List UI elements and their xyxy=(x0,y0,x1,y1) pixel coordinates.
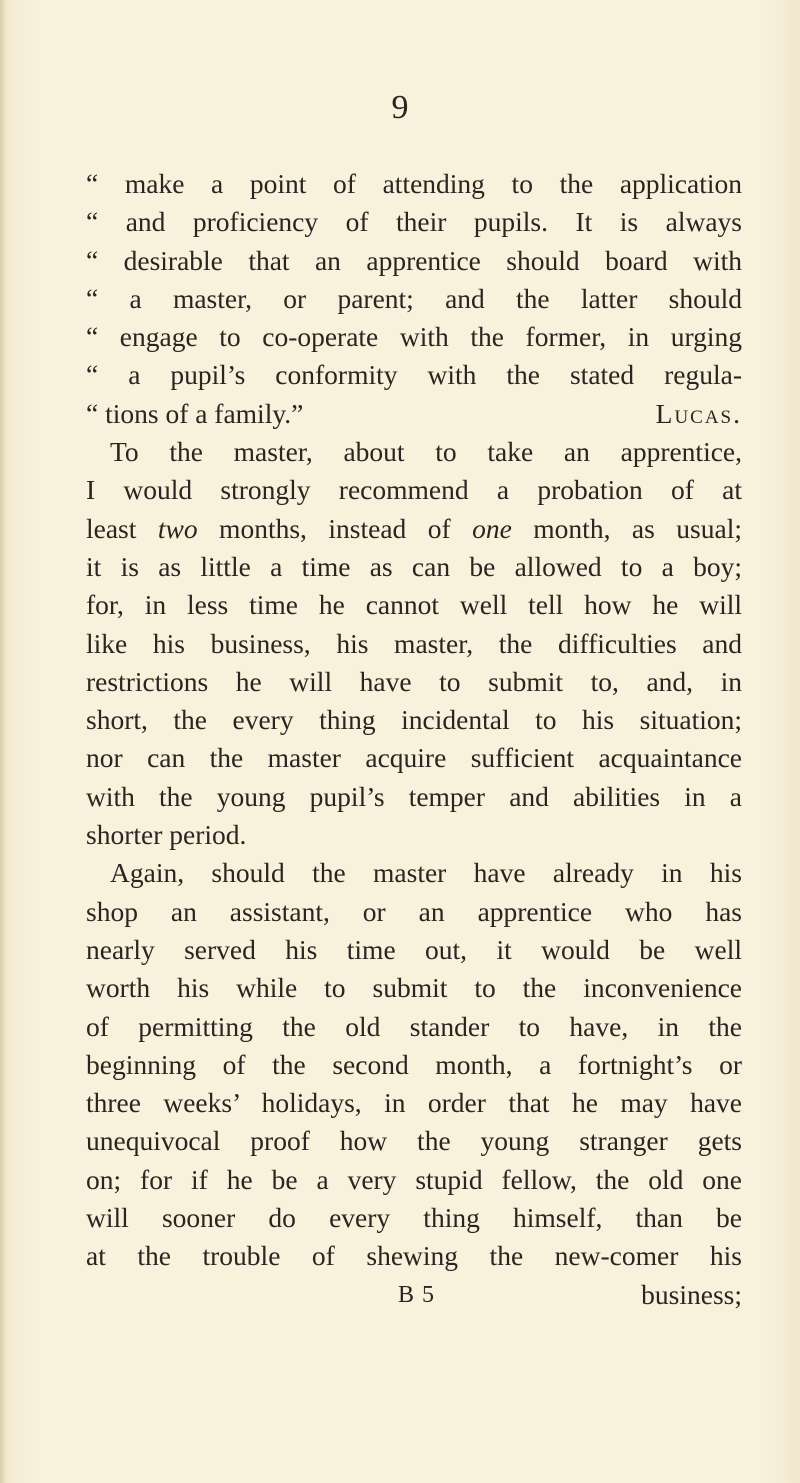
paragraph-line: unequivocal proof how the young stranger gets xyxy=(86,1125,742,1157)
paragraph-line: Again, should the master have already in his xyxy=(110,857,742,889)
paragraph-line: three weeks’ holidays, in order that he may have xyxy=(86,1087,742,1119)
paragraph-line: I would strongly recommend a probation of at xyxy=(86,474,742,506)
paragraph-line: beginning of the second month, a fortnight’s or xyxy=(86,1048,742,1080)
quote-end-text: “ tions of a family.” xyxy=(86,397,304,429)
page-number: 9 xyxy=(391,89,409,126)
paragraph-line: nor can the master acquire sufficient acquaintance xyxy=(86,742,742,774)
text-run: least xyxy=(86,512,158,544)
paragraph-line: will sooner do every thing himself, than be xyxy=(86,1202,742,1234)
quote-line: “ desirable that an apprentice should board with xyxy=(86,244,742,276)
paragraph-line xyxy=(86,510,742,548)
quote-closing-line xyxy=(86,395,742,433)
italic-word: one xyxy=(472,512,512,544)
body-text xyxy=(86,165,742,1314)
paragraph-line: with the young pupil’s temper and abilities in a xyxy=(86,780,742,812)
catchword: business; xyxy=(641,1278,742,1310)
paragraph-line: like his business, his master, the difficulties and xyxy=(86,627,742,659)
paragraph-line: To the master, about to take an apprentice, xyxy=(110,436,742,468)
quote-line: “ a pupil’s conformity with the stated regula- xyxy=(86,359,742,391)
italic-word: two xyxy=(157,512,198,544)
page-footer xyxy=(86,1276,742,1314)
paragraph-line: of permitting the old stander to have, in the xyxy=(86,1010,742,1042)
page-edge xyxy=(0,0,6,1483)
quote-line: “ make a point of attending to the application xyxy=(86,168,742,199)
signature-mark: B 5 xyxy=(398,1281,436,1308)
paragraph-line: for, in less time he cannot well tell how he will xyxy=(86,589,742,621)
quote-author: Lucas. xyxy=(655,397,742,429)
text-run: months, instead of xyxy=(197,512,473,544)
quote-line: “ and proficiency of their pupils. It is always xyxy=(86,206,742,238)
text-run: month, as usual; xyxy=(511,512,742,544)
paragraph-line: shop an assistant, or an apprentice who has xyxy=(86,895,742,927)
paragraph-line: at the trouble of shewing the new-comer his xyxy=(86,1240,742,1272)
paragraph-last-line: shorter period. xyxy=(86,819,247,851)
paragraph-line: restrictions he will have to submit to, and, in xyxy=(86,665,742,697)
paragraph-line: nearly served his time out, it would be well xyxy=(86,933,742,965)
paragraph-line: on; for if he be a very stupid fellow, the old one xyxy=(86,1163,742,1195)
paragraph-line: worth his while to submit to the inconvenience xyxy=(86,972,742,1004)
quote-line: “ a master, or parent; and the latter should xyxy=(86,282,742,314)
paragraph-line: short, the every thing incidental to his situation; xyxy=(86,704,742,736)
quote-line: “ engage to co-operate with the former, in urging xyxy=(86,321,742,353)
paragraph-line: it is as little a time as can be allowed to a boy; xyxy=(86,550,742,582)
